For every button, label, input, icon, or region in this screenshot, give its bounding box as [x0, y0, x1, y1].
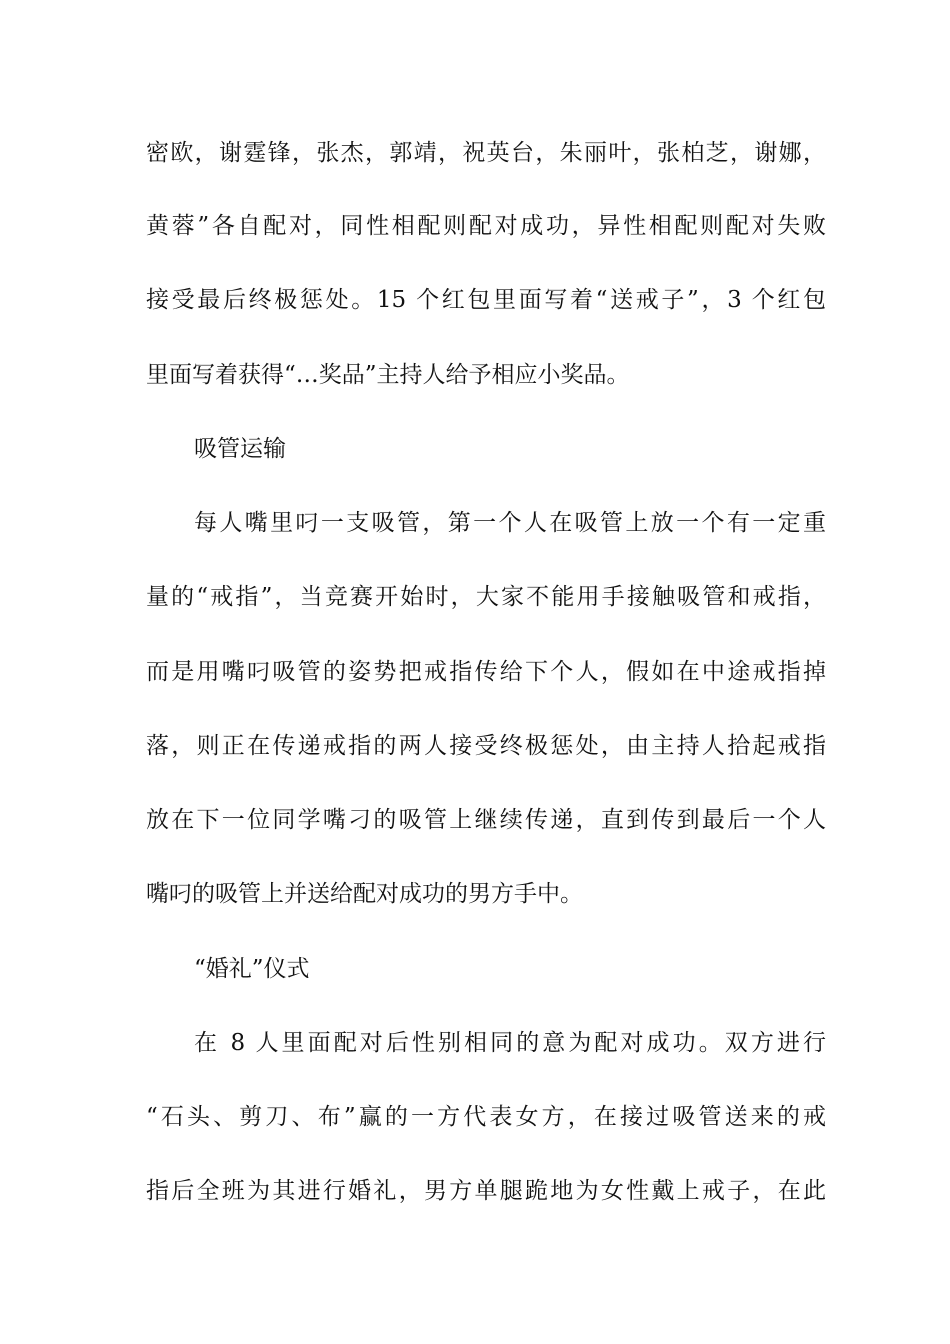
text-line: 黄蓉”各自配对，同性相配则配对成功，异性相配则配对失败	[146, 213, 826, 239]
section-heading-wedding-ceremony: “婚礼”仪式	[194, 956, 310, 982]
text-line: 每人嘴里叼一支吸管，第一个人在吸管上放一个有一定重	[194, 510, 826, 536]
text-line: 里面写着获得“…奖品”主持人给予相应小奖品。	[146, 362, 630, 388]
text-line: 放在下一位同学嘴刁的吸管上继续传递，直到传到最后一个人	[146, 807, 826, 833]
text-line: 指后全班为其进行婚礼，男方单腿跪地为女性戴上戒子，在此	[146, 1178, 826, 1204]
text-line: 而是用嘴叼吸管的姿势把戒指传给下个人，假如在中途戒指掉	[146, 659, 826, 685]
section-heading-straw-transport: 吸管运输	[194, 436, 286, 462]
text-line: 密欧，谢霆锋，张杰，郭靖，祝英台，朱丽叶，张柏芝，谢娜，	[146, 140, 826, 166]
text-line: 接受最后终极惩处。15 个红包里面写着“送戒子”，3 个红包	[146, 287, 826, 313]
text-line: 嘴叼的吸管上并送给配对成功的男方手中。	[146, 881, 583, 907]
text-line: 在 8 人里面配对后性别相同的意为配对成功。双方进行	[194, 1030, 826, 1056]
text-line: “石头、剪刀、布”赢的一方代表女方，在接过吸管送来的戒	[146, 1104, 826, 1130]
text-line: 量的“戒指”，当竞赛开始时，大家不能用手接触吸管和戒指，	[146, 584, 826, 610]
text-line: 落，则正在传递戒指的两人接受终极惩处，由主持人拾起戒指	[146, 733, 826, 759]
